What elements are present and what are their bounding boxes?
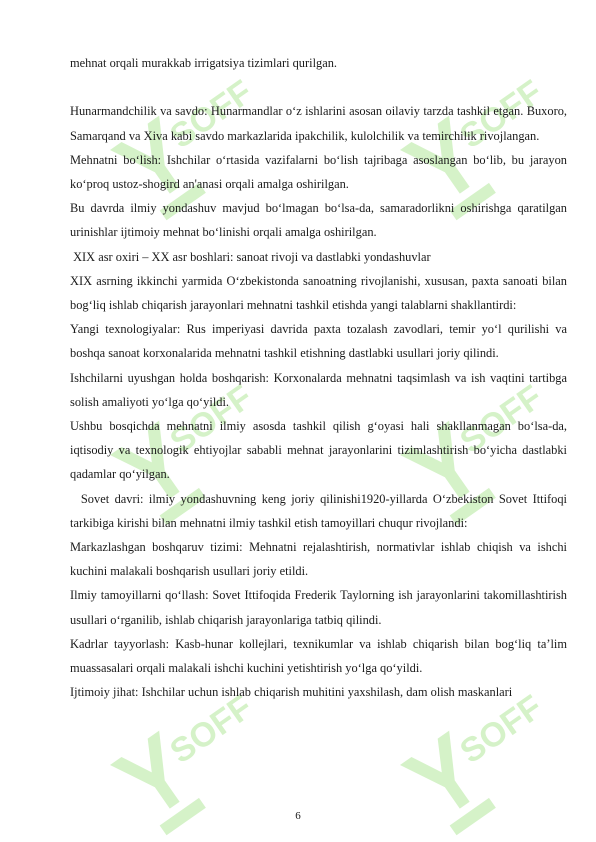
paragraph-13: Ijtimoiy jihat: Ishchilar uchun ishlab chiqarish muhitini yaxshilash, dam olish maskanlari	[70, 685, 513, 700]
paragraph-3: Mehnatni bo‘lish: Ishchilar o‘rtasida vazifalarni bo‘lish tajribaga asoslangan bo‘lib, bu jarayon ko‘proq ustoz-shogird an'anasi orqali amalga oshirilgan.	[70, 152, 567, 191]
paragraph-11: Ilmiy tamoyillarni qo‘llash: Sovet Ittifoqida Frederik Taylorning ish jarayonlarini takomillashtirish usullari o‘rganilib, ishlab chiqarish jarayonlariga tatbiq qilindi.	[70, 588, 567, 627]
paragraph-5: XIX asrning ikkinchi yarmida O‘zbekistonda sanoatning rivojlanishi, xususan, paxta sanoati bilan bog‘liq ishlab chiqarish jarayonlari mehnatni tashkil etishda yangi talablarni shakllantirdi:	[70, 273, 567, 313]
paragraph-spacer	[70, 75, 567, 99]
section-heading-xix: XIX asr oxiri – XX asr boshlari: sanoat rivoji va dastlabki yondashuvlar	[70, 249, 431, 264]
paragraph-6: Yangi texnologiyalar: Rus imperiyasi davrida paxta tozalash zavodlari, temir yo‘l qurilishi va boshqa sanoat korxonalarida mehnatni tashkil etishning dastlabki usullari joriy qilindi.	[70, 322, 567, 361]
paragraph-10: Markazlashgan boshqaruv tizimi: Mehnatni rejalashtirish, normativlar ishlab chiqish va ishchi kuchini malakali boshqarish usullari joriy etildi.	[70, 540, 567, 579]
paragraph-9: Sovet davri: ilmiy yondashuvning keng joriy qilinishi1920-yillarda O‘zbekiston Sovet Ittifoqi tarkibiga kirishi bilan mehnatni ilmiy tashkil etish tamoyillari chuqur rivojlandi:	[70, 491, 571, 530]
paragraph-1: mehnat orqali murakkab irrigatsiya tizimlari qurilgan.	[70, 56, 338, 70]
paragraph-2: Hunarmandchilik va savdo: Hunarmandlar o‘z ishlarini asosan oilaviy tarzda tashkil etgan. Buxoro, Samarqand va Xiva kabi savdo markazlarida ipakchilik, kulolchilik va temirchilik rivojlangan.	[70, 104, 567, 143]
paragraph-4: Bu davrda ilmiy yondashuv mavjud bo‘lmagan bo‘lsa-da, samaradorlikni oshirishga qaratilgan urinishlar ijtimoiy mehnat bo‘linishi orqali amalga oshirilgan.	[70, 201, 567, 240]
page-number: 6	[295, 810, 301, 822]
paragraph-8: Ushbu bosqichda mehnatni ilmiy asosda tashkil qilish g‘oyasi hali shakllanmagan bo‘lsa-da, iqtisodiy va texnologik ehtiyojlar sababli mehnat jarayonlarini tizimlashtirish bo‘yicha dastlabki qadamlar qo‘yilgan.	[70, 419, 567, 482]
paragraph-12: Kadrlar tayyorlash: Kasb-hunar kollejlari, texnikumlar va ishlab chiqarish bilan bog‘liq ta’lim muassasalari orqali malakali ishchi kuchini yetishtirish yo‘lga qo‘yildi.	[70, 636, 567, 676]
paragraph-7: Ishchilarni uyushgan holda boshqarish: Korxonalarda mehnatni taqsimlash va ish vaqtini tartibga solish amaliyoti yo‘lga qo‘yildi.	[70, 370, 567, 409]
document-body	[70, 51, 571, 704]
watermark-logo-pattern: SOFF	[0, 0, 596, 842]
